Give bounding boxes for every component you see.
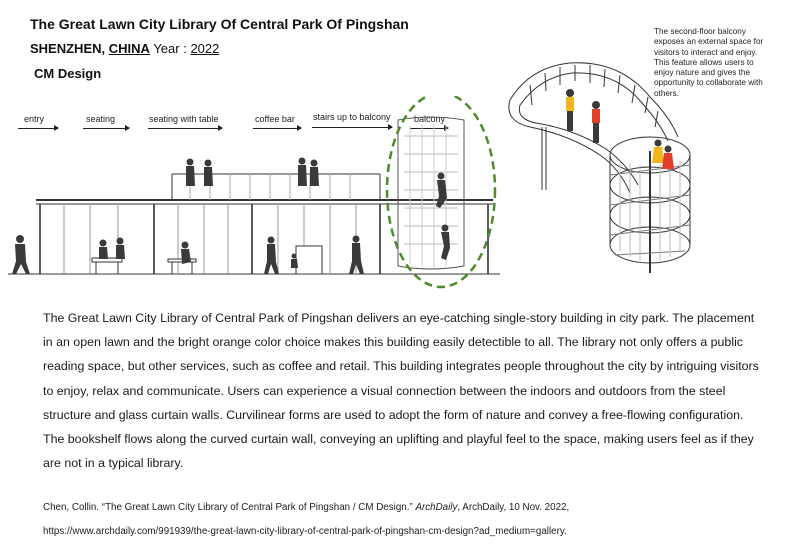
location-country: CHINA	[108, 41, 150, 56]
page-title: The Great Lawn City Library Of Central Park Of Pingshan	[30, 16, 409, 32]
location-line	[30, 41, 219, 56]
citation-url: https://www.archdaily.com/991939/the-great-lawn-city-library-of-central-park-of-pingshan-cm-design?ad_medium=gallery.	[43, 526, 567, 537]
description-paragraph: The Great Lawn City Library of Central Park of Pingshan delivers an eye-catching single-story building in city park. The placement in an open lawn and the bright orange color choice makes this building easily detectible to all. The library not only offers a public reading space, but other services, such as coffee and retail. This building integrates people throughout the city by intriguing visitors to enjoy, relax and communicate. Users can experience a visual connection between the indoors and outdoors from the steel structure and glass curtain walls. Curvilinear forms are used to adopt the form of nature and convey a free-flowing configuration. The bookshelf flows along the curved curtain wall, conveying an uplifting and playful feel to the space, making users feel as if they are not in a typical library.	[43, 311, 759, 471]
year-label: Year :	[153, 41, 187, 56]
label-stairs: stairs up to balcony	[313, 112, 391, 122]
citation-suffix: , ArchDaily, 10 Nov. 2022,	[457, 502, 570, 513]
label-coffee-bar: coffee bar	[255, 114, 295, 124]
balcony-note: The second-floor balcony exposes an external space for visitors to interact and enjoy. This feature allows users to enjoy nature and gives the opportunity to collaborate with others.	[654, 27, 764, 98]
building-section-drawing	[0, 96, 510, 296]
citation-prefix: Chen, Collin. “The Great Lawn City Library of Central Park of Pingshan / CM Design.”	[43, 502, 413, 513]
label-seating: seating	[86, 114, 116, 124]
firm-name: CM Design	[34, 66, 102, 81]
citation-journal: ArchDaily	[415, 502, 458, 513]
citation	[43, 496, 773, 544]
label-seating-table: seating with table	[149, 114, 219, 124]
location-city: SHENZHEN,	[30, 41, 106, 56]
label-entry: entry	[24, 114, 45, 124]
label-balcony: balcony	[414, 114, 446, 124]
year-value: 2022	[190, 41, 220, 56]
